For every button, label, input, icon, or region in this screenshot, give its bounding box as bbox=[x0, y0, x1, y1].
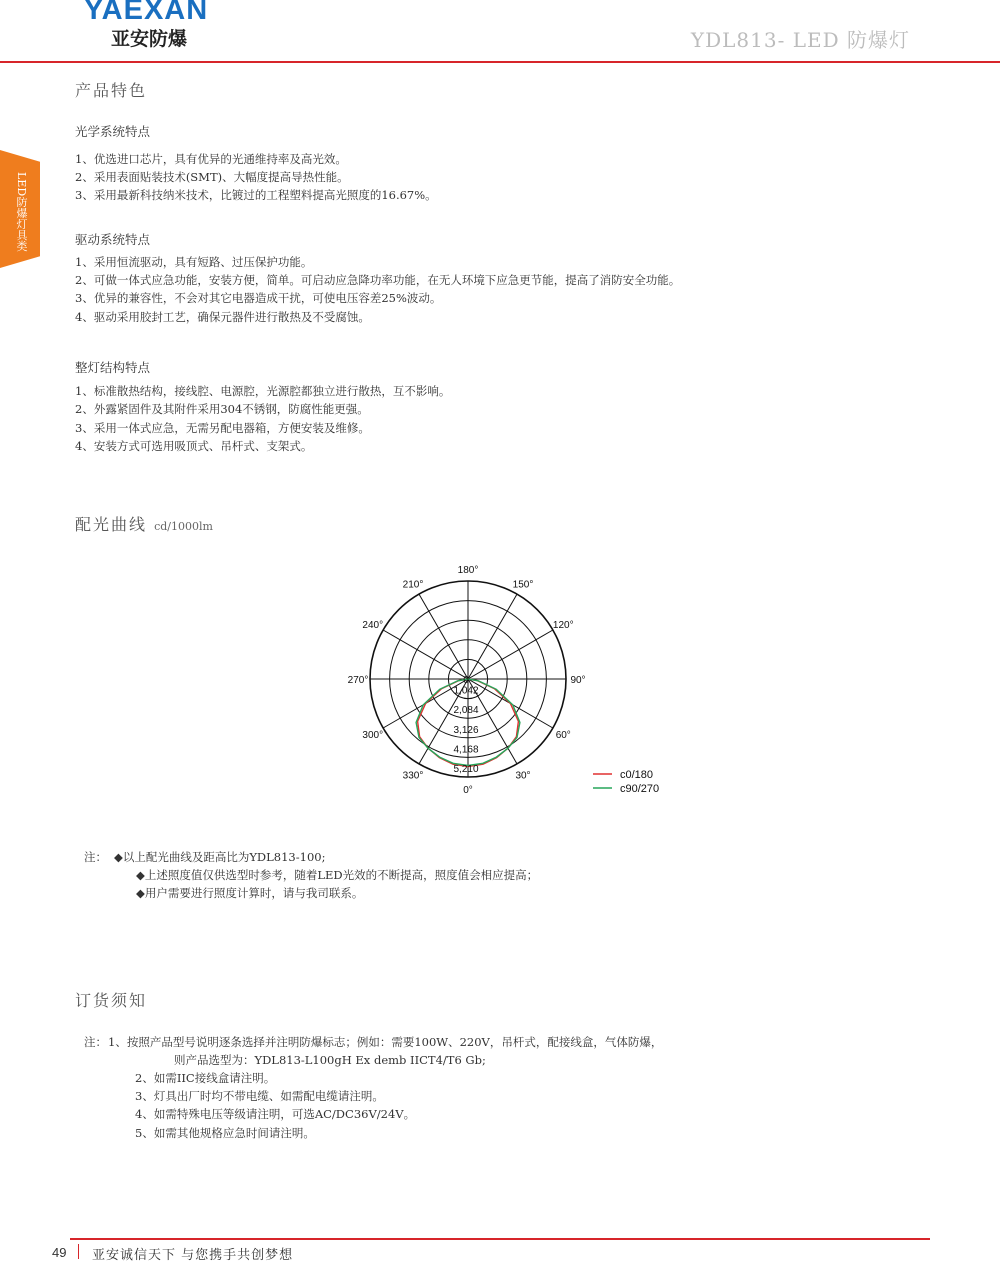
polar-labels bbox=[348, 565, 586, 796]
optical-feature-1: 1、优选进口芯片，具有优异的光通维持率及高光效。 bbox=[75, 152, 347, 166]
structure-features-title: 整灯结构特点 bbox=[75, 360, 151, 375]
footer-slogan: 亚安诚信天下 与您携手共创梦想 bbox=[92, 1248, 294, 1263]
driver-feature-3: 3、优异的兼容性，不会对其它电器造成干扰，可使电压容差25%波动。 bbox=[75, 291, 442, 305]
header-divider bbox=[0, 61, 1000, 63]
angle-label-330: 330° bbox=[402, 770, 424, 782]
polar-light-distribution-chart bbox=[340, 560, 700, 810]
light-curve-title bbox=[75, 512, 213, 535]
angle-label-240: 240° bbox=[362, 620, 384, 631]
angle-label-0: 0° bbox=[463, 785, 473, 796]
angle-label-150: 150° bbox=[512, 579, 534, 591]
angle-label-90: 90° bbox=[570, 675, 586, 686]
order-line-1-example: 则产品选型为：YDL813-L100gH Ex demb IICT4/T6 Gb; bbox=[174, 1053, 486, 1067]
order-line-1: 1、按照产品型号说明逐条选择并注明防爆标志；例如：需要100W、220V，吊杆式，配接线盒，气体防爆， bbox=[108, 1035, 663, 1049]
footer-separator bbox=[78, 1244, 79, 1259]
legend-label: c90/270 bbox=[620, 783, 660, 795]
driver-feature-2: 2、可做一体式应急功能，安装方便，简单。可启动应急降功率功能，在无人环境下应急更节能，提高了消防安全功能。 bbox=[75, 273, 681, 287]
note-line-3: ◆用户需要进行照度计算时，请与我司联系。 bbox=[136, 886, 364, 900]
angle-label-60: 60° bbox=[555, 730, 571, 741]
features-title: 产品特色 bbox=[75, 81, 148, 100]
order-info-title: 订货须知 bbox=[75, 991, 148, 1010]
driver-features-title: 驱动系统特点 bbox=[75, 232, 151, 247]
angle-label-210: 210° bbox=[402, 579, 424, 591]
structure-feature-1: 1、标准散热结构，接线腔、电源腔，光源腔都独立进行散热，互不影响。 bbox=[75, 384, 451, 398]
logo-chinese-name: 亚安防爆 bbox=[111, 28, 188, 50]
angle-label-30: 30° bbox=[515, 770, 531, 782]
legend-label: c0/180 bbox=[620, 769, 654, 781]
optical-feature-3: 3、采用最新科技纳米技术，比镀过的工程塑料提高光照度的16.67%。 bbox=[75, 188, 437, 202]
driver-feature-4: 4、驱动采用胶封工艺，确保元器件进行散热及不受腐蚀。 bbox=[75, 310, 370, 324]
radial-tick-label: 3,126 bbox=[453, 724, 479, 736]
order-line-5: 5、如需其他规格应急时间请注明。 bbox=[135, 1126, 315, 1140]
radial-tick-label: 1,042 bbox=[453, 685, 479, 697]
light-curve-unit: cd/1000lm bbox=[154, 520, 213, 533]
angle-label-180: 180° bbox=[457, 565, 479, 576]
radial-tick-label: 0 bbox=[463, 675, 469, 686]
side-category-label: LED防爆灯具类 bbox=[15, 172, 28, 252]
driver-feature-1: 1、采用恒流驱动，具有短路、过压保护功能。 bbox=[75, 255, 313, 269]
footer-divider bbox=[70, 1238, 930, 1240]
chart-legend bbox=[593, 769, 659, 795]
radial-tick-label: 5,210 bbox=[453, 764, 479, 775]
optical-feature-2: 2、采用表面贴装技术(SMT)、大幅度提高导热性能。 bbox=[75, 170, 349, 184]
structure-feature-2: 2、外露紧固件及其附件采用304不锈钢，防腐性能更强。 bbox=[75, 402, 369, 416]
light-curve-heading: 配光曲线 bbox=[75, 515, 148, 534]
order-prefix: 注： bbox=[84, 1035, 107, 1049]
page-title: YDL813- LED 防爆灯 bbox=[690, 28, 910, 52]
note-line-1: ◆以上配光曲线及距高比为YDL813-100; bbox=[114, 850, 326, 864]
angle-label-120: 120° bbox=[552, 620, 574, 631]
notes-prefix: 注： bbox=[84, 850, 107, 864]
radial-tick-label: 4,168 bbox=[453, 744, 479, 756]
order-line-3: 3、灯具出厂时均不带电缆、如需配电缆请注明。 bbox=[135, 1089, 384, 1103]
order-line-4: 4、如需特殊电压等级请注明，可选AC/DC36V/24V。 bbox=[135, 1107, 416, 1121]
logo-wordmark: YAEXAN bbox=[84, 0, 209, 26]
structure-feature-3: 3、采用一体式应急，无需另配电器箱，方便安装及维修。 bbox=[75, 421, 370, 435]
angle-label-300: 300° bbox=[362, 730, 384, 741]
radial-tick-label: 2,084 bbox=[453, 705, 479, 717]
angle-label-270: 270° bbox=[347, 675, 369, 686]
optical-features-title: 光学系统特点 bbox=[75, 124, 151, 139]
page-number: 49 bbox=[52, 1245, 67, 1260]
order-line-2: 2、如需IIC接线盒请注明。 bbox=[135, 1071, 276, 1085]
structure-feature-4: 4、安装方式可选用吸顶式、吊杆式、支架式。 bbox=[75, 439, 313, 453]
note-line-2: ◆上述照度值仅供选型时参考，随着LED光效的不断提高，照度值会相应提高； bbox=[136, 868, 539, 882]
